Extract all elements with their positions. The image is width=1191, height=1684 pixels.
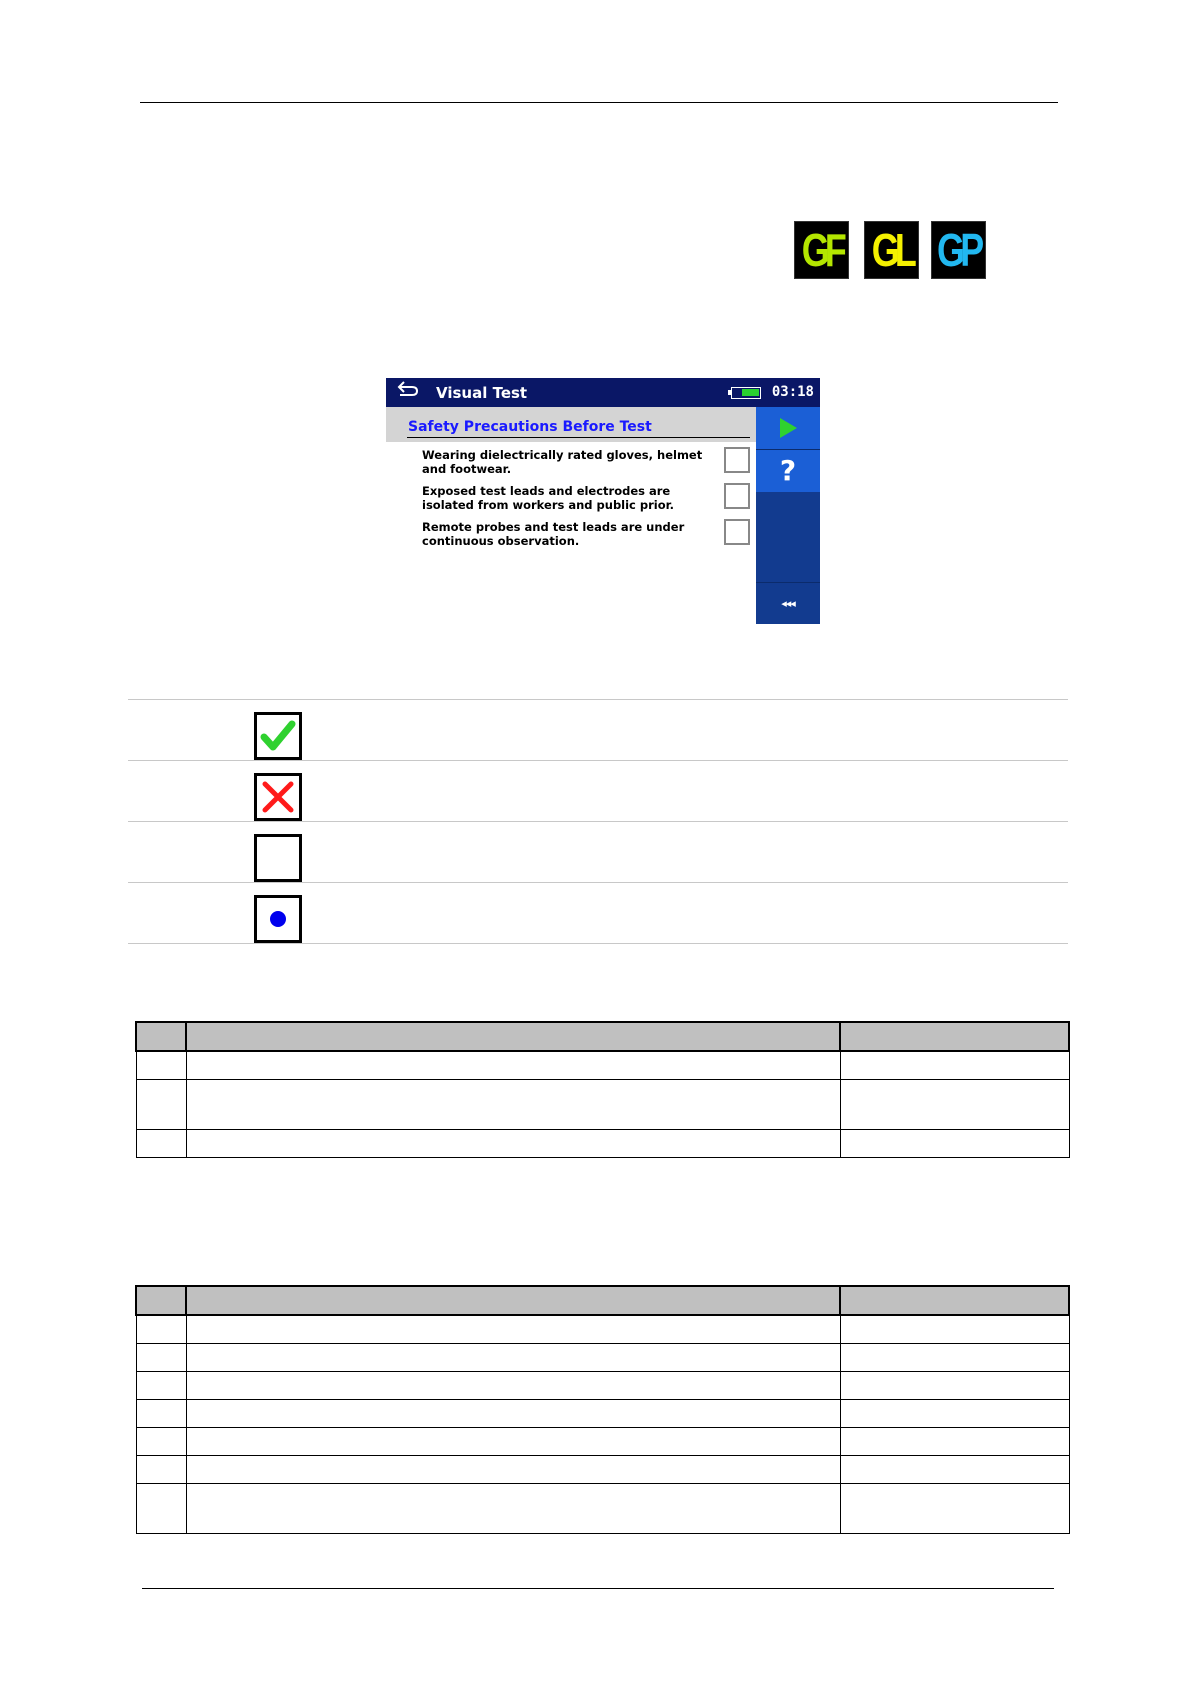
badge-gf-label: GF: [801, 224, 842, 276]
cross-icon: [254, 773, 302, 821]
section-title: Safety Precautions Before Test: [408, 419, 652, 435]
dot-icon: [254, 895, 302, 943]
checklist-item: [422, 448, 712, 476]
table-2: [135, 1285, 1070, 1534]
badge-gl-label: GL: [871, 224, 912, 276]
help-button[interactable]: [756, 450, 820, 492]
options-button[interactable]: [756, 583, 820, 624]
item-line: and footwear.: [422, 462, 512, 476]
badge-gp-label: GP: [937, 224, 980, 276]
badge-gl: [864, 221, 919, 279]
badge-gp: [931, 221, 986, 279]
more-icon: ◂◂◂: [781, 597, 795, 610]
item-line: Wearing dielectrically rated gloves, helmet: [422, 448, 703, 462]
item-line: Exposed test leads and electrodes are: [422, 484, 671, 498]
clock: 03:18: [771, 384, 814, 400]
item-line: continuous observation.: [422, 534, 580, 548]
checkbox[interactable]: [724, 483, 750, 509]
checkbox[interactable]: [724, 447, 750, 473]
table-row: [136, 1455, 1069, 1483]
table-row: [136, 1315, 1069, 1343]
battery-icon: [731, 387, 761, 399]
table-row: [136, 1427, 1069, 1455]
table-row: [136, 1371, 1069, 1399]
table-1: [135, 1021, 1070, 1158]
header-rule: [140, 102, 1058, 103]
table-row: [136, 1343, 1069, 1371]
checklist-item: [422, 484, 712, 512]
section-underline: [407, 437, 750, 438]
checkbox[interactable]: [724, 519, 750, 545]
checklist-item: [422, 520, 712, 548]
table-row: [136, 1051, 1069, 1079]
table-row: [136, 1399, 1069, 1427]
table-header-row: [136, 1022, 1069, 1051]
screen-title: Visual Test: [436, 384, 528, 402]
help-icon: ?: [779, 454, 797, 487]
legend-divider: [128, 699, 1068, 700]
footer-rule: [142, 1588, 1054, 1589]
screen-header: [386, 378, 820, 407]
badge-gf: [794, 221, 849, 279]
check-icon: [254, 712, 302, 760]
item-line: Remote probes and test leads are under: [422, 520, 685, 534]
run-button[interactable]: [756, 407, 820, 449]
item-line: isolated from workers and public prior.: [422, 498, 675, 512]
legend-divider: [128, 882, 1068, 883]
table-row: [136, 1079, 1069, 1129]
table-row: [136, 1129, 1069, 1157]
device-screen: [386, 378, 820, 624]
back-icon[interactable]: [396, 380, 420, 405]
empty-box-icon: [254, 834, 302, 882]
side-panel: [756, 407, 820, 624]
table-row: [136, 1483, 1069, 1533]
table-header-row: [136, 1286, 1069, 1315]
play-icon: [756, 407, 820, 449]
